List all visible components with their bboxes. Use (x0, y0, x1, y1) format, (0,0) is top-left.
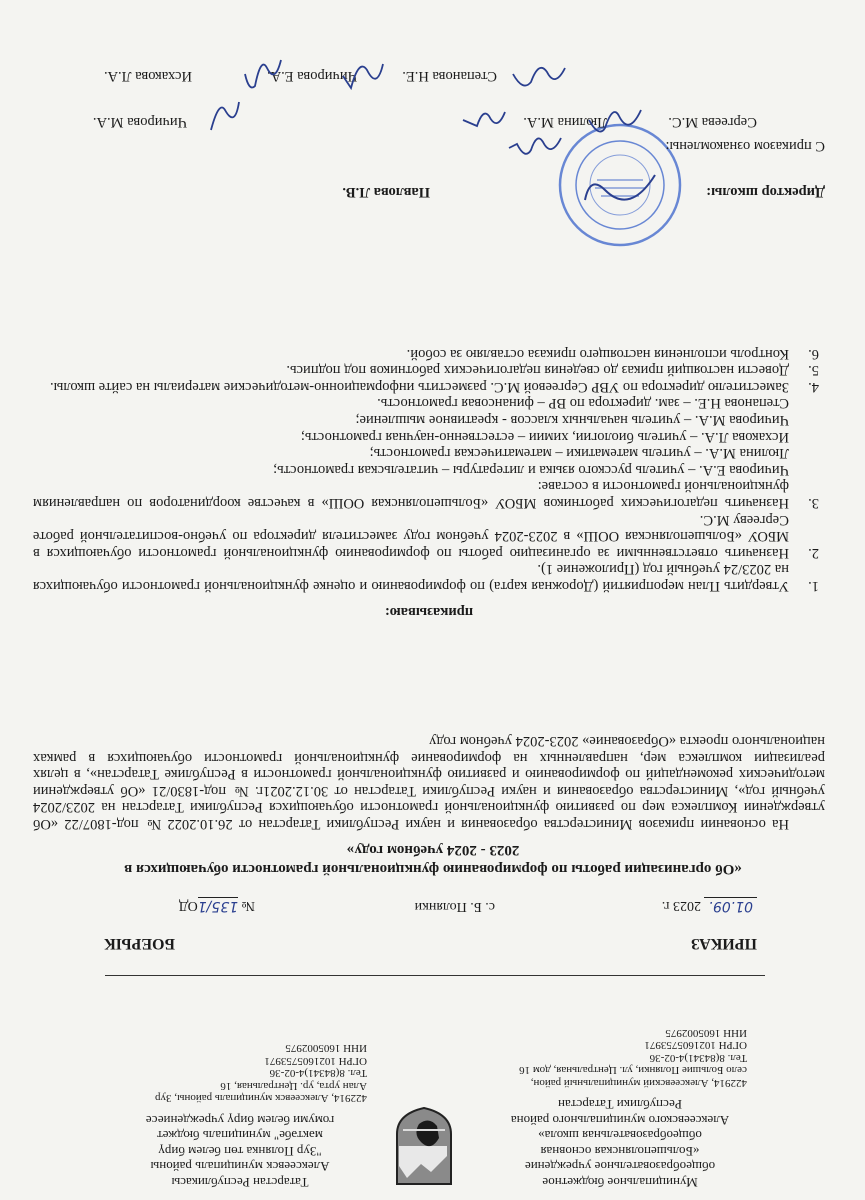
order-item (33, 345, 825, 362)
handwritten-number: 135/1 (197, 898, 239, 914)
header-left-line: «Большеполянская основная (540, 1144, 700, 1159)
header-right-line: "Зур Полянка төп белем бирү (158, 1144, 322, 1159)
order-text: Заместителю директора по УВР Сергеевой М.С. разместить информационно-методические материалы на сайте школы. (49, 378, 789, 395)
order-number (179, 897, 255, 914)
acquainted-name: Чичирова Е.А. (266, 68, 357, 84)
director-name: Павлова Л.В. (342, 184, 430, 200)
header-right-address (95, 1042, 385, 1105)
acquainted-name: Чичирова М.А. (92, 114, 187, 130)
address-line: Тел. 8(84341)4-02-36 (269, 1067, 367, 1080)
orders-heading: приказываю: (384, 604, 474, 620)
order-text: Утвердить План мероприятий (Дорожная карта) по формированию и оценке функциональной грамотности обучающихся на 2023/24 учебный год (Приложение 1). (33, 561, 789, 594)
coordinator-line: Люлина М.А. – учитель математики – математическая грамотность; (369, 445, 789, 462)
order-text: Довести настоящий приказ до сведения педагогических работников под подпись. (286, 362, 789, 379)
order-text: Назначить ответственными за организацию работы по формированию функциональной грамотности обучающихся в МБОУ «Большеполянская ООШ» в 2023-2024 учебном году заместителя директора по учебно-воспитательной работе Сергееву М.С. (33, 511, 789, 561)
order-number-label: 5. (808, 362, 819, 379)
date-suffix: 2023 г. (661, 898, 701, 913)
address-line: ИНН 1605002975 (665, 1027, 747, 1039)
order-item (33, 511, 825, 561)
coordinator-line: Чичирова Е.А. – учитель русского языка и литературы – читательская грамотность; (273, 461, 789, 478)
signature-iskhakova (241, 54, 285, 94)
coat-of-arms-emblem (395, 1106, 453, 1186)
order-text: Назначить педагогических работников МБОУ «Большеполянская ООШ» в качестве координаторов по направлениям функциональной грамотности в составе: (33, 478, 789, 512)
address-line: ОГРН 1021605753971 (264, 1055, 367, 1067)
header-right-line: гомуми белем бирү учреждениесе (145, 1113, 335, 1128)
order-item (33, 395, 825, 511)
handwritten-date: 01.09. (704, 897, 757, 914)
acquainted-name: Исхакова Л.А. (103, 68, 192, 84)
header-left-address (475, 1027, 765, 1090)
coordinator-line: Чичирова М.А. – учитель начальных классов - креативное мышление; (355, 412, 789, 429)
header-left-line: общеобразовательная школа» (538, 1128, 702, 1144)
order-place: с. Б. Полянки (414, 899, 495, 914)
address-line: Алан урта, ур. Центральная, 16 (220, 1080, 367, 1092)
address-line: Тел. 8(84341)4-02-36 (649, 1052, 747, 1064)
coordinator-line: Степанова Н.Е. – зам. директора по ВР – финансовая грамотность. (377, 395, 789, 412)
acquaintance-label: С приказом ознакомлены: (665, 138, 825, 154)
order-item (33, 362, 825, 379)
address-line: село Большие Полянки, ул. Центральная, дом 16 (519, 1064, 747, 1077)
director-label: Директор школы: (706, 184, 825, 200)
header-divider (105, 975, 765, 976)
address-line: ИНН 1605002975 (285, 1042, 367, 1055)
signature-chichirova-ma (205, 96, 245, 136)
order-number-label: 2. (808, 544, 819, 561)
doc-type-boerik: БОЕРЫК (104, 935, 175, 952)
header-left-line: Республики Татарстан (558, 1097, 682, 1113)
preamble (33, 732, 825, 832)
coordinator-line: Исхакова Л.А. – учитель биологии, химии – естественно-научная грамотность; (300, 428, 789, 445)
header-left-line: общеобразовательное учреждение (524, 1159, 716, 1175)
header-right-line: Татарстан Республикасы (171, 1175, 309, 1190)
signature-chichirova-ea (339, 56, 389, 96)
address-line: ОГРН 1021605753971 (644, 1039, 747, 1052)
header-left-line: Муниципальное бюджетное (542, 1175, 698, 1190)
order-text: Контроль исполнения настоящего приказа оставляю за собой. (406, 345, 789, 362)
order-number-label: 1. (808, 578, 819, 594)
header-left-line: Алексеевского муниципального района (510, 1113, 730, 1128)
signature-lyulina (459, 104, 509, 138)
order-number-label: 3. (808, 495, 819, 512)
number-suffix: ОД (178, 898, 198, 913)
address-line: 422914, Алексеевск муниципаль районы, Зур (155, 1092, 367, 1105)
header-right-block (95, 1042, 385, 1190)
acquainted-name: Сергеева М.С. (668, 114, 757, 130)
order-subject: «Об организации работы по формированию функциональной грамотности обучающихся в 2023 - 2024 учебном году» (124, 842, 742, 877)
number-prefix: № (241, 898, 255, 913)
signature-stepanova (509, 58, 569, 92)
header-right-line: мәктәбе" муниципаль бюджет (157, 1128, 323, 1144)
order-date (662, 897, 757, 914)
order-number-label: 6. (808, 345, 819, 362)
acquainted-name: Люлина М.А. (523, 114, 607, 130)
preamble-text: На основании приказов Министерства образования и науки Республики Татарстан от 26.10.2022 № под-1807/22 «Об утверждении Комплекса мер по развитию функциональной грамотности обучающихся Республики Татарстан на 2023/2024 учебный год», Министерства образования и науки Республики Татарстан от 30.12.2021г. № под-1830/21 «Об утверждении методических рекомендаций по формированию и развитию функциональной грамотности в Республике Татарстан», в целях реализации комплекса мер, направленных на формирование функциональной грамотности обучающихся в рамках национального проекта «Образование» 2023-2024 учебном году (33, 733, 825, 832)
order-item (33, 561, 825, 594)
director-signature (505, 130, 565, 160)
address-line: 422914, Алексеевский муниципальный район, (530, 1077, 747, 1089)
doc-type-prikaz: ПРИКАЗ (691, 935, 757, 952)
signature-sergeeva (585, 100, 645, 140)
header-left-block (475, 1027, 765, 1191)
header-right-line: Алексеевск муниципаль районы (150, 1159, 330, 1175)
orders-list (33, 345, 825, 594)
order-item (33, 378, 825, 395)
order-number-label: 4. (808, 378, 819, 395)
acquainted-name: Степанова Н.Е. (402, 68, 497, 84)
